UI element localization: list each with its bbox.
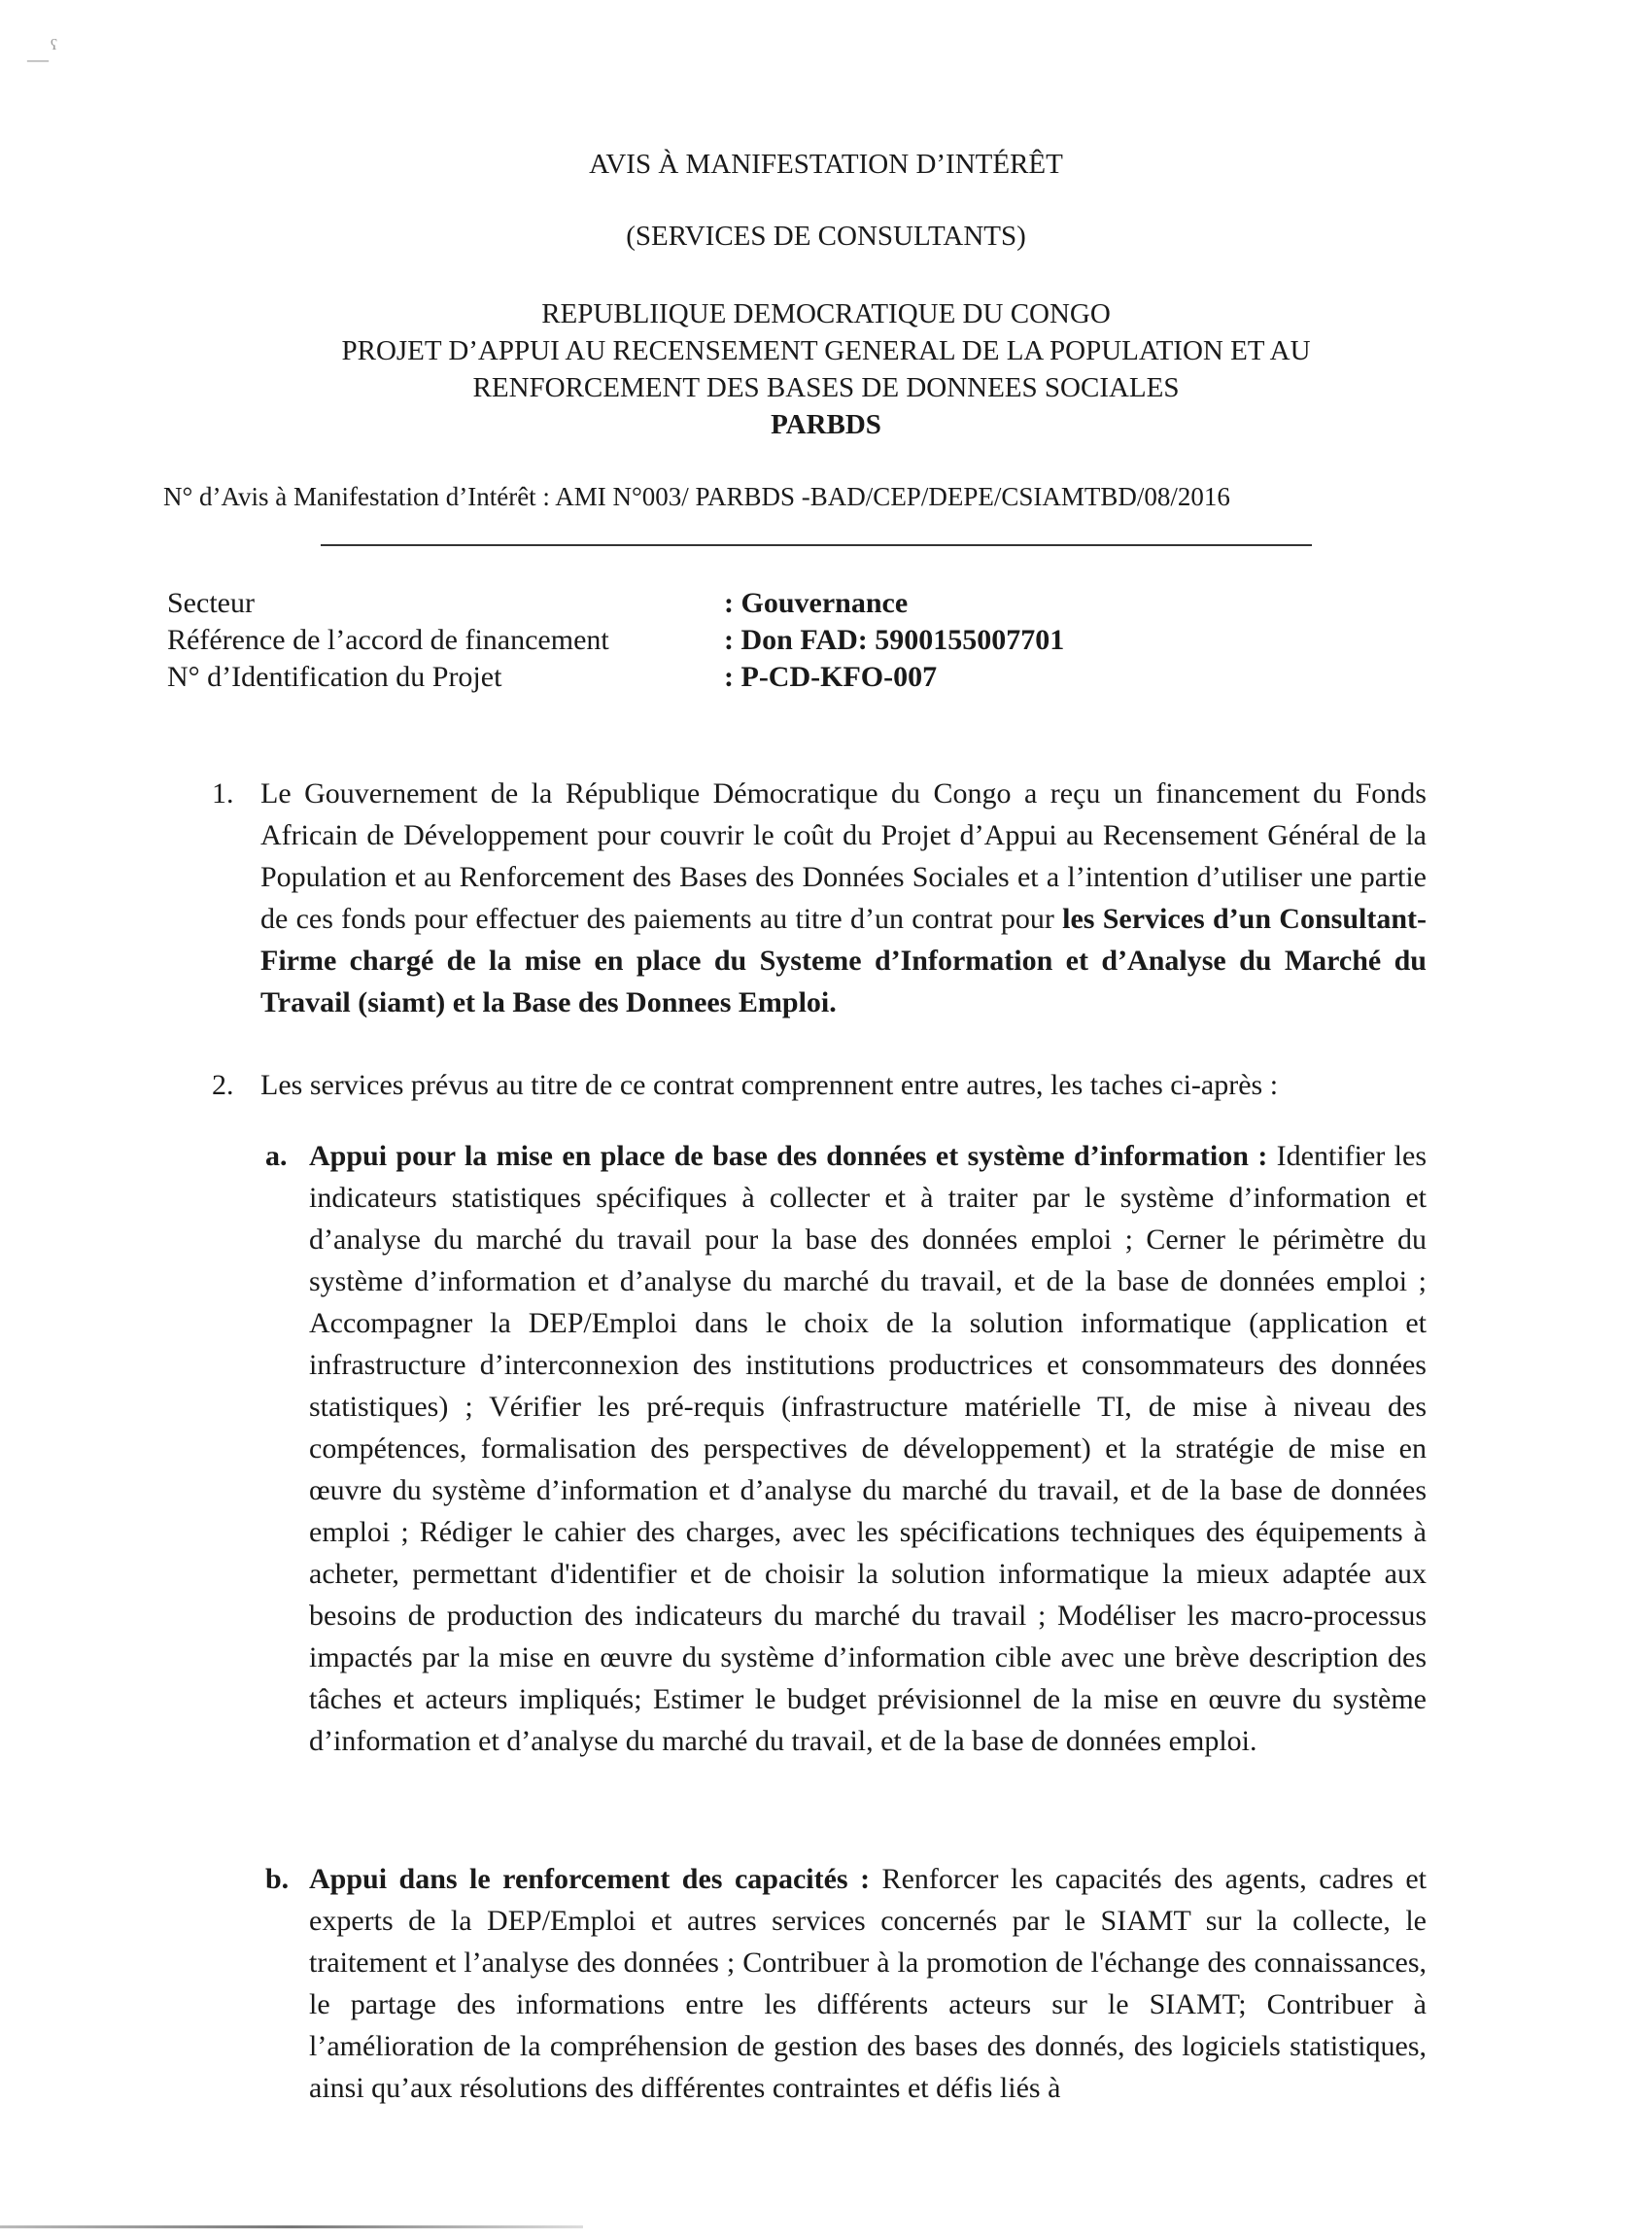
item-b-paragraph <box>309 1858 1427 2109</box>
item-b-heading: Appui dans le renforcement des capacités : <box>309 1863 871 1895</box>
section-1-text: Le Gouvernement de la République Démocratique du Congo a reçu un financement du Fonds Africain de Développement pour couvrir le coût du Projet d’Appui au Recensement Général de la Population et au Renforcement des Bases des Données Sociales et a l’intention d’utiliser une partie de ces fonds pour effectuer des paiements au titre d’un contrat pour <box>260 777 1427 935</box>
section-2-paragraph: Les services prévus au titre de ce contrat comprennent entre autres, les taches ci-après : <box>260 1069 1279 1101</box>
section-number-2: 2. <box>212 1069 234 1101</box>
divider <box>321 544 1312 546</box>
scan-artifact: ʕ <box>51 37 58 53</box>
meta-label-project-id: N° d’Identification du Projet <box>167 661 502 693</box>
item-a-heading: Appui pour la mise en place de base des données et système d’information : <box>309 1140 1268 1172</box>
project-heading-line1: PROJET D’APPUI AU RECENSEMENT GENERAL DE LA POPULATION ET AU <box>341 335 1311 366</box>
item-b-letter: b. <box>265 1863 290 1895</box>
meta-value-financing: : Don FAD: 5900155007701 <box>724 624 1065 656</box>
project-acronym: PARBDS <box>771 409 881 440</box>
notice-reference: N° d’Avis à Manifestation d’Intérêt : AMI N°003/ PARBDS -BAD/CEP/DEPE/CSIAMTBD/08/2016 <box>163 482 1230 511</box>
meta-label-financing: Référence de l’accord de financement <box>167 624 609 656</box>
country-heading: REPUBLIIQUE DEMOCRATIQUE DU CONGO <box>541 298 1111 329</box>
scan-edge-shadow <box>0 2225 583 2228</box>
scan-artifact: — <box>27 47 49 71</box>
project-heading-line2: RENFORCEMENT DES BASES DE DONNEES SOCIALES <box>472 372 1180 403</box>
section-1-paragraph <box>260 773 1427 1023</box>
section-number-1: 1. <box>212 777 234 810</box>
meta-value-sector: : Gouvernance <box>724 587 909 619</box>
item-a-paragraph <box>309 1135 1427 1762</box>
item-a-text: Identifier les indicateurs statistiques spécifiques à collecter et à traiter par le système d’information et d’analyse du marché du travail pour la base des données emploi ; Cerner le périmètre du système d’information et d’analyse du marché du travail, et de la base de données emploi ; Accompagner la DEP/Emploi dans le choix de la solution informatique (application et infrastructure d’interconnexion des institutions productrices et consommateurs des données statistiques) ; Vérifier les pré-requis (infrastructure matérielle TI, de mise à niveau des compétences, formalisation des perspectives de développement) et la stratégie de mise en œuvre du système d’information et d’analyse du marché du travail, et de la base de données emploi ; Rédiger le cahier des charges, avec les spécifications techniques des équipements à acheter, permettant d'identifier et de choisir la solution informatique la mieux adaptée aux besoins de production des indicateurs du marché du travail ; Modéliser les macro-processus impactés par la mise en œuvre du système d’information cible avec une brève description des tâches et acteurs impliqués; Estimer le budget prévisionnel de la mise en œuvre du système d’information et d’analyse du marché du travail, et de la base de données emploi. <box>309 1140 1427 1757</box>
meta-label-sector: Secteur <box>167 587 255 619</box>
item-b-text: Renforcer les capacités des agents, cadres et experts de la DEP/Emploi et autres services concernés par le SIAMT sur la collecte, le traitement et l’analyse des données ; Contribuer à la promotion de l'échange des connaissances, le partage des informations entre les différents acteurs sur le SIAMT; Contribuer à l’amélioration de la compréhension de gestion des bases des donnés, des logiciels statistiques, ainsi qu’aux résolutions des différentes contraintes et défis liés à <box>309 1863 1427 2104</box>
document-title: AVIS À MANIFESTATION D’INTÉRÊT <box>589 149 1063 180</box>
document-subtitle: (SERVICES DE CONSULTANTS) <box>626 221 1026 252</box>
meta-value-project-id: : P-CD-KFO-007 <box>724 661 938 693</box>
item-a-letter: a. <box>265 1140 288 1172</box>
section-1-bold-text: les Services d’un Consultant-Firme chargé de la mise en place du Systeme d’Information et d’Analyse du Marché du Travail (siamt) et la Base des Donnees Emploi. <box>260 903 1427 1018</box>
